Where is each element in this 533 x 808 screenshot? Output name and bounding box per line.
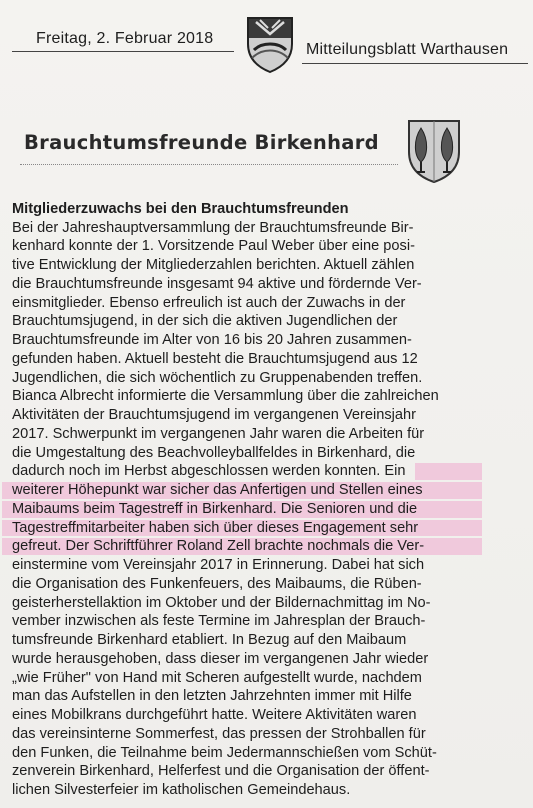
article-line: „wie Früher" von Hand mit Scheren aufgestellt wurde, nachdem — [12, 669, 422, 686]
article-line-highlighted: Maibaums beim Tagestreff in Birkenhard. Die Senioren und die — [12, 500, 470, 519]
article-line: tive Entwicklung der Mitgliederzahlen berichten. Aktuell zählen — [12, 257, 415, 274]
article-line: vember inzwischen als feste Termine im Jahresplan der Brauch- — [12, 613, 426, 630]
article-line: einsmitglieder. Ebenso erfreulich ist auch der Zuwachs in der — [12, 294, 406, 311]
birkenhard-coat-of-arms-icon — [406, 118, 462, 184]
section-rule — [20, 164, 398, 165]
article-line: geisterherstellaktion im Oktober und der Bildernachmittag im No- — [12, 594, 431, 611]
article-line: kenhard konnte der 1. Vorsitzende Paul Weber über eine posi- — [12, 238, 415, 255]
publication-title: Mitteilungsblatt Warthausen — [306, 41, 509, 58]
article-line: Bianca Albrecht informierte die Versammlung über die zahlreichen — [12, 388, 439, 405]
article-line: die Organisation des Funkenfeuers, des Maibaums, die Rüben- — [12, 575, 422, 592]
article-line: zenverein Birkenhard, Helferfest und die Organisation der öffent- — [12, 763, 430, 780]
article-line: wurde herausgehoben, dass dieser im vergangenen Jahr wieder — [12, 650, 429, 667]
article-headline: Mitgliederzuwachs bei den Brauchtumsfreunden — [12, 201, 349, 217]
article-line-highlighted: Tagestreffmitarbeiter haben sich über dieses Engagement sehr — [12, 519, 470, 538]
article-line: man das Aufstellen in den letzten Jahrzehnten immer mit Hilfe — [12, 688, 412, 705]
article-line: die Brauchtumsfreunde insgesamt 94 aktive und fördernde Ver- — [12, 275, 422, 292]
section-title: Brauchtumsfreunde Birkenhard — [24, 131, 379, 154]
issue-date: Freitag, 2. Februar 2018 — [36, 30, 214, 47]
article — [12, 200, 470, 800]
article-line: Aktivitäten der Brauchtumsjugend im vergangenen Vereinsjahr — [12, 407, 416, 424]
masthead-rule-right — [302, 63, 528, 64]
article-line: das vereinsinterne Sommerfest, das pressen der Strohballen für — [12, 725, 426, 742]
article-line-highlighted: dadurch noch im Herbst abgeschlossen werden konnten. Ein — [12, 462, 470, 481]
article-line-highlighted: weiterer Höhepunkt war sicher das Anfertigen und Stellen eines — [12, 481, 470, 500]
article-line: 2017. Schwerpunkt im vergangenen Jahr waren die Arbeiten für — [12, 425, 425, 442]
masthead-rule-left — [12, 51, 234, 52]
article-line: einstermine vom Vereinsjahr 2017 in Erinnerung. Dabei hat sich — [12, 557, 425, 574]
article-line: eines Mobilkrans durchgeführt hatte. Weitere Aktivitäten waren — [12, 707, 417, 724]
article-line: tumsfreunde Birkenhard etabliert. In Bezug auf den Maibaum — [12, 632, 407, 649]
article-line-highlighted: gefreut. Der Schriftführer Roland Zell brachte nochmals die Ver- — [12, 537, 470, 556]
article-line: Brauchtumsjugend, in der sich die aktiven Jugendlichen der — [12, 313, 398, 330]
article-line: den Funken, die Teilnahme beim Jedermannschießen vom Schüt- — [12, 744, 437, 761]
article-line: die Umgestaltung des Beachvolleyballfeldes in Birkenhard, die — [12, 444, 416, 461]
article-line: lichen Silvesterfeier im katholischen Gemeindehaus. — [12, 782, 351, 799]
warthausen-coat-of-arms-icon — [244, 14, 296, 74]
article-line: Jugendlichen, die sich wöchentlich zu Gruppenabenden treffen. — [12, 369, 423, 386]
article-line: Bei der Jahreshauptversammlung der Brauchtumsfreunde Bir- — [12, 219, 414, 236]
article-line: Brauchtumsfreunde im Alter von 16 bis 20 Jahren zusammen- — [12, 332, 412, 349]
article-line: gefunden haben. Aktuell besteht die Brauchtumsjugend aus 12 — [12, 350, 418, 367]
